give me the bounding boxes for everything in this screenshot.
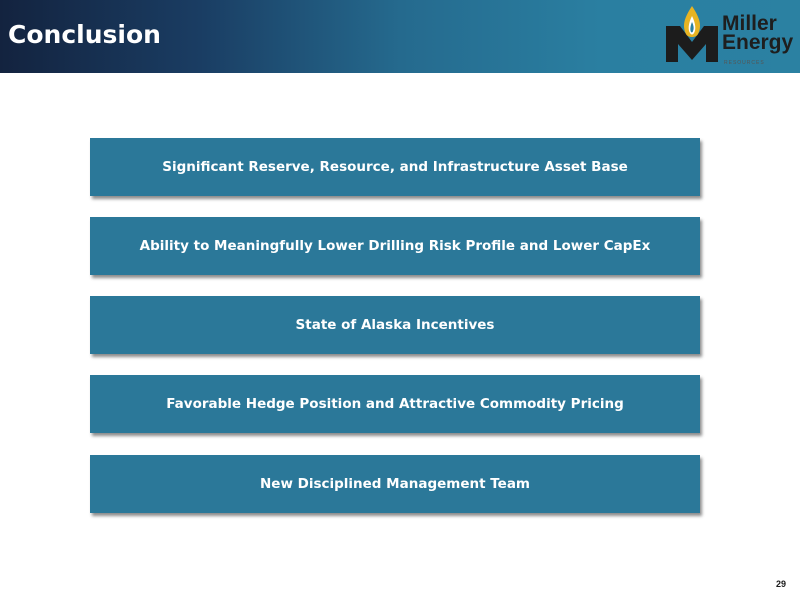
logo-tagline: RESOURCES: [724, 60, 765, 66]
logo-wordmark: [722, 14, 793, 52]
conclusion-point-4: [90, 375, 700, 433]
page-number: 29: [776, 579, 787, 589]
logo-line2: Energy: [722, 31, 794, 54]
conclusion-point-2: [90, 217, 700, 275]
conclusion-point-3: [90, 296, 700, 354]
conclusion-point-1: [90, 138, 700, 196]
conclusion-point-5: [90, 455, 700, 513]
logo-line1: Miller: [722, 12, 777, 35]
conclusion-point-label: Favorable Hedge Position and Attractive Commodity Pricing: [166, 396, 624, 412]
conclusion-point-label: Ability to Meaningfully Lower Drilling Risk Profile and Lower CapEx: [139, 238, 651, 254]
conclusion-point-label: State of Alaska Incentives: [295, 317, 495, 333]
conclusion-point-label: New Disciplined Management Team: [260, 476, 530, 492]
conclusion-point-label: Significant Reserve, Resource, and Infrastructure Asset Base: [162, 159, 628, 175]
slide-title: Conclusion: [8, 20, 161, 49]
